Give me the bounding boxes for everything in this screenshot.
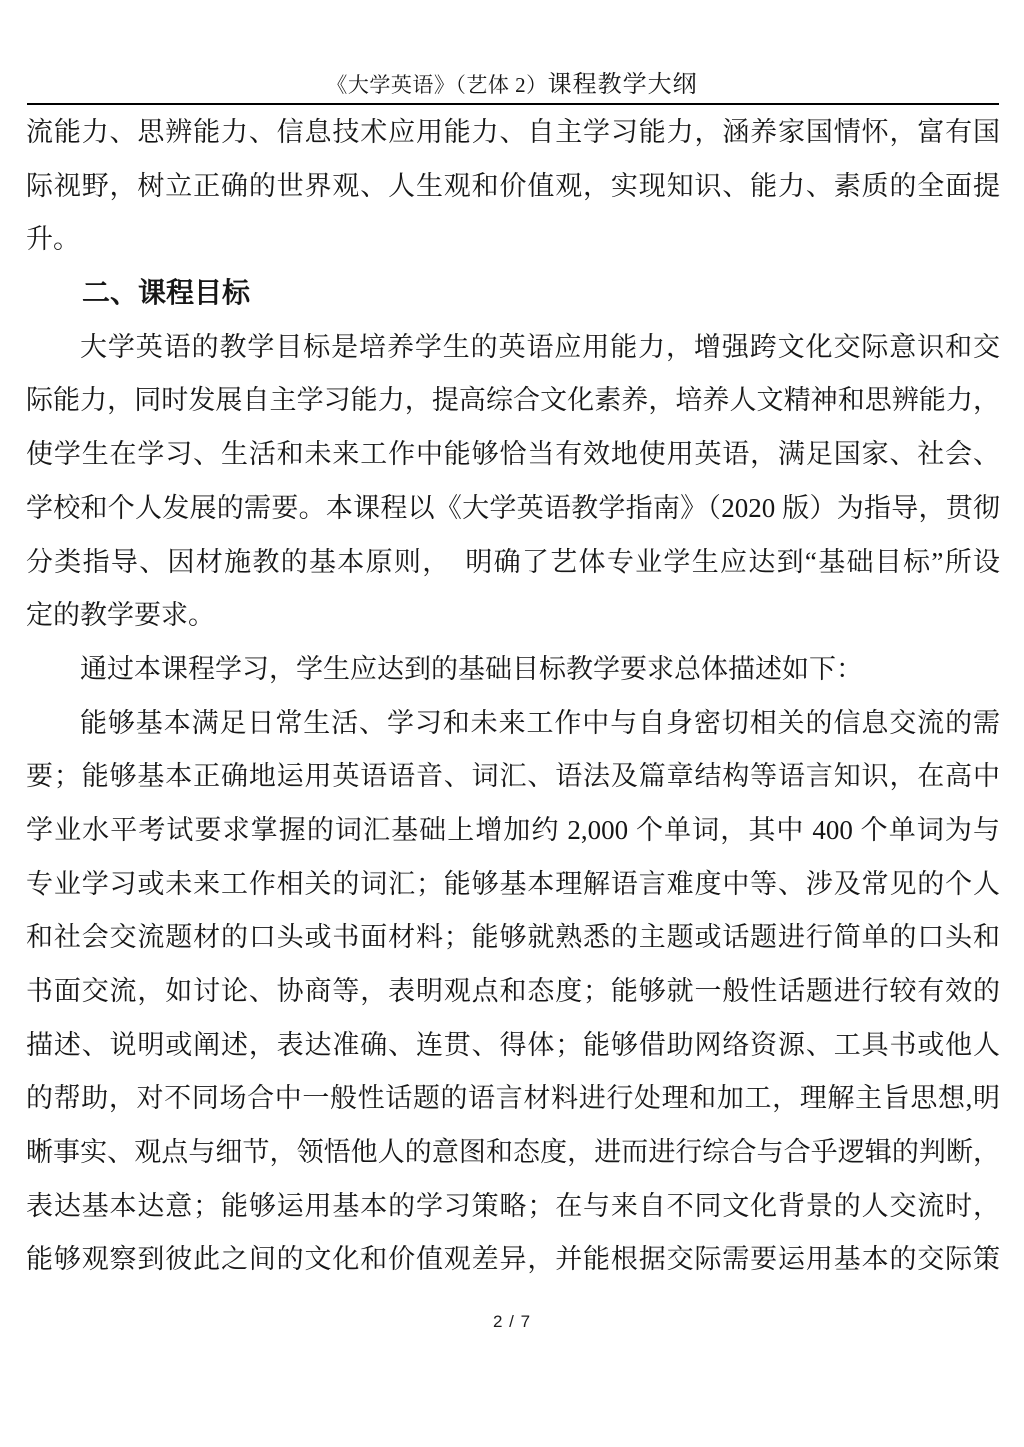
- heading-line: 二、课程目标: [82, 278, 251, 310]
- page-number-indicator: 2 / 7: [492, 1312, 532, 1331]
- text-line: 和社会交流题材的口头或书面材料；能够就熟悉的主题或话题进行简单的口头和: [26, 922, 1000, 953]
- text-line: 学业水平考试要求掌握的词汇基础上增加约 2,000 个单词，其中 400 个单词为与: [26, 814, 1000, 845]
- text-line: 定的教学要求。: [26, 600, 215, 631]
- text-line: 书面交流，如讨论、协商等，表明观点和态度；能够就一般性话题进行较有效的: [26, 976, 1000, 1006]
- paragraph-continuation: [26, 106, 1000, 267]
- text-line: 描述、说明或阐述，表达准确、连贯、得体；能够借助网络资源、工具书或他人: [26, 1029, 1000, 1060]
- page-header: [0, 0, 1024, 100]
- paragraph-requirements-detail: [26, 697, 1000, 1288]
- text-line: 学校和个人发展的需要。本课程以《大学英语教学指南》（2020 版）为指导，贯彻: [26, 492, 1000, 523]
- document-body: [0, 105, 1024, 1287]
- text-line: 晰事实、观点与细节，领悟他人的意图和态度，进而进行综合与合乎逻辑的判断，: [26, 1137, 1000, 1168]
- text-line: 际视野，树立正确的世界观、人生观和价值观，实现知识、能力、素质的全面提: [26, 170, 1000, 201]
- text-line: 的帮助，对不同场合中一般性话题的语言材料进行处理和加工，理解主旨思想,明: [26, 1083, 1000, 1114]
- paragraph-course-goals: [26, 321, 1000, 643]
- text-line: 能够基本满足日常生活、学习和未来工作中与自身密切相关的信息交流的需: [80, 707, 1000, 738]
- text-line: 升。: [26, 224, 80, 255]
- text-line: 专业学习或未来工作相关的词汇；能够基本理解语言难度中等、涉及常见的个人: [26, 868, 1000, 899]
- paragraph-intro-requirements: [26, 643, 1000, 697]
- text-line: 表达基本达意；能够运用基本的学习策略；在与来自不同文化背景的人交流时，: [26, 1190, 1000, 1221]
- text-line: 使学生在学习、生活和未来工作中能够恰当有效地使用英语，满足国家、社会、: [26, 439, 1000, 470]
- page-footer: [0, 1312, 1024, 1332]
- text-line: 际能力，同时发展自主学习能力，提高综合文化素养，培养人文精神和思辨能力，: [26, 385, 1000, 416]
- text-line: 通过本课程学习，学生应达到的基础目标教学要求总体描述如下：: [80, 653, 863, 684]
- text-line: 能够观察到彼此之间的文化和价值观差异，并能根据交际需要运用基本的交际策: [26, 1244, 1000, 1275]
- text-line: 流能力、思辨能力、信息技术应用能力、自主学习能力，涵养家国情怀，富有国: [26, 117, 1000, 147]
- text-line: 要；能够基本正确地运用英语语音、词汇、语法及篇章结构等语言知识，在高中: [26, 761, 1000, 792]
- text-line: 分类指导、因材施教的基本原则， 明确了艺体专业学生应达到“基础目标”所设: [26, 546, 1000, 577]
- text-line: 大学英语的教学目标是培养学生的英语应用能力，增强跨文化交际意识和交: [80, 331, 1000, 362]
- document-title-main: 课程教学大纲: [547, 72, 698, 98]
- section-heading: [26, 267, 1000, 321]
- document-title-prefix: 《大学英语》（艺体 2）: [326, 73, 548, 97]
